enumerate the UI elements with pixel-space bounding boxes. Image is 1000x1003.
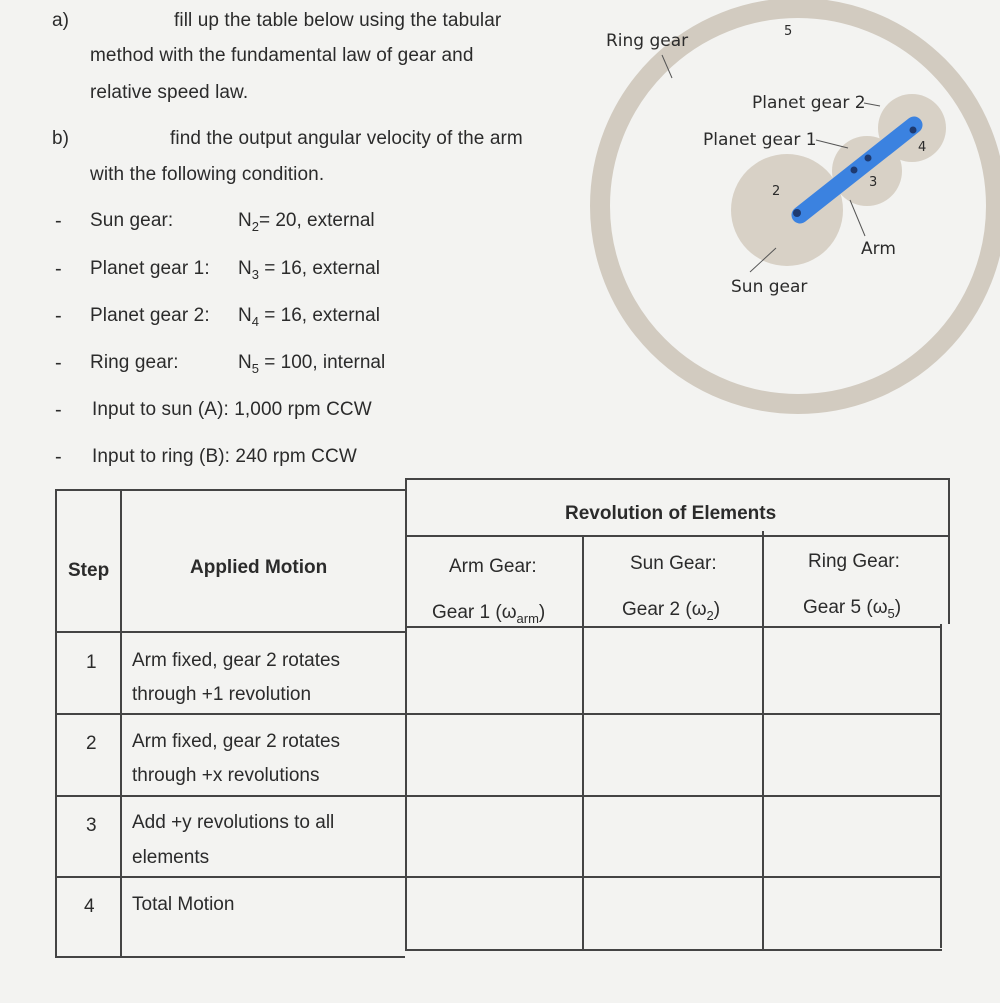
part-a-line3: relative speed law. xyxy=(90,82,249,103)
motion-line2: through +1 revolution xyxy=(132,684,312,705)
sun-gear-shape xyxy=(731,154,843,266)
col-divider-arm xyxy=(582,537,584,950)
answer-cell[interactable] xyxy=(585,797,761,875)
motion-line1: Arm fixed, gear 2 rotates xyxy=(132,731,341,752)
step-number: 4 xyxy=(84,896,95,917)
part-a-line1: fill up the table below using the tabular xyxy=(174,10,502,31)
step-number: 3 xyxy=(86,815,97,836)
answer-cell[interactable] xyxy=(407,878,581,948)
answer-cell[interactable] xyxy=(407,797,581,875)
group-header-divider xyxy=(405,535,950,537)
step-number: 1 xyxy=(86,652,97,673)
ring-gear-omega: Gear 5 $(\omega_5)$ xyxy=(803,597,902,621)
answer-cell[interactable] xyxy=(585,633,761,712)
label-num-3: 3 xyxy=(869,175,878,190)
table-border-bottom-right xyxy=(405,949,942,951)
label-num-2: 2 xyxy=(772,184,781,199)
table-border-right-top xyxy=(948,478,950,624)
part-b-label: b) xyxy=(52,128,69,149)
condition-text: Input to sun (A): 1,000 rpm CCW xyxy=(92,399,372,420)
ring-gear-header: Ring Gear: xyxy=(808,551,900,572)
part-b-line2: with the following condition. xyxy=(90,164,325,185)
arm-pivot-3 xyxy=(910,127,917,134)
revolution-of-elements-header: Revolution of Elements xyxy=(565,503,777,524)
condition-value: $N_5 = 100$, internal xyxy=(238,352,386,376)
planetary-gear-diagram xyxy=(580,0,1000,430)
answer-cell[interactable] xyxy=(585,878,761,948)
bullet-dash: - xyxy=(55,305,62,327)
condition-name: Planet gear 2: xyxy=(90,305,210,326)
bullet-dash: - xyxy=(55,399,62,421)
condition-name: Planet gear 1: xyxy=(90,258,210,279)
label-num-5: 5 xyxy=(784,24,793,39)
label-planet-gear-1: Planet gear 1 xyxy=(703,130,817,150)
motion-line2: through +x revolutions xyxy=(132,765,320,786)
condition-value: $N_3 = 16$, external xyxy=(238,258,380,282)
table-border-left xyxy=(55,489,57,957)
table-border-top-left xyxy=(55,489,405,491)
bullet-dash: - xyxy=(55,352,62,374)
motion-line1: Add +y revolutions to all xyxy=(132,812,335,833)
arm-pivot-2 xyxy=(865,155,872,162)
condition-value: $N_4 = 16$, external xyxy=(238,305,380,329)
table-border-bottom-left xyxy=(55,956,405,958)
applied-motion-header: Applied Motion xyxy=(190,557,328,578)
bullet-dash: - xyxy=(55,446,62,468)
condition-name: Ring gear: xyxy=(90,352,179,373)
motion-line1: Arm fixed, gear 2 rotates xyxy=(132,650,341,671)
table-border-right-bottom xyxy=(940,624,942,948)
condition-name: Sun gear: xyxy=(90,210,174,231)
arm-gear-omega: Gear 1 $(\omega_{arm})$ xyxy=(432,602,546,626)
answer-cell[interactable] xyxy=(765,797,939,875)
motion-line1: Total Motion xyxy=(132,894,235,915)
answer-cell[interactable] xyxy=(407,633,581,712)
label-num-4: 4 xyxy=(918,140,927,155)
sun-pivot xyxy=(793,209,801,217)
motion-line2: elements xyxy=(132,847,210,868)
answer-cell[interactable] xyxy=(585,715,761,794)
step-number: 2 xyxy=(86,733,97,754)
label-ring-gear: Ring gear xyxy=(606,31,689,51)
table-border-top-right xyxy=(405,478,950,480)
leader-planet1 xyxy=(816,140,848,148)
part-a-line2: method with the fundamental law of gear and xyxy=(90,45,474,66)
part-a-label: a) xyxy=(52,10,69,31)
header-bottom-right xyxy=(405,626,942,628)
col-divider-sun xyxy=(762,531,764,950)
condition-text: Input to ring (B): 240 rpm CCW xyxy=(92,446,357,467)
bullet-dash: - xyxy=(55,258,62,280)
sun-gear-omega: Gear 2 $(\omega_2)$ xyxy=(622,599,721,623)
bullet-dash: - xyxy=(55,210,62,232)
arm-gear-header: Arm Gear: xyxy=(449,556,537,577)
answer-cell[interactable] xyxy=(407,715,581,794)
label-planet-gear-2: Planet gear 2 xyxy=(752,93,866,113)
label-sun-gear: Sun gear xyxy=(731,277,808,297)
arm-pivot-1 xyxy=(851,167,858,174)
answer-cell[interactable] xyxy=(765,715,939,794)
sun-gear-header: Sun Gear: xyxy=(630,553,717,574)
answer-cell[interactable] xyxy=(765,878,939,948)
label-arm: Arm xyxy=(861,239,896,259)
header-bottom-left xyxy=(55,631,405,633)
col-divider-step xyxy=(120,489,122,957)
step-header: Step xyxy=(68,560,110,581)
part-b-line1: find the output angular velocity of the arm xyxy=(170,128,523,149)
leader-planet2 xyxy=(864,103,880,106)
answer-cell[interactable] xyxy=(765,633,939,712)
condition-value: $N_2= 20$, external xyxy=(238,210,375,234)
